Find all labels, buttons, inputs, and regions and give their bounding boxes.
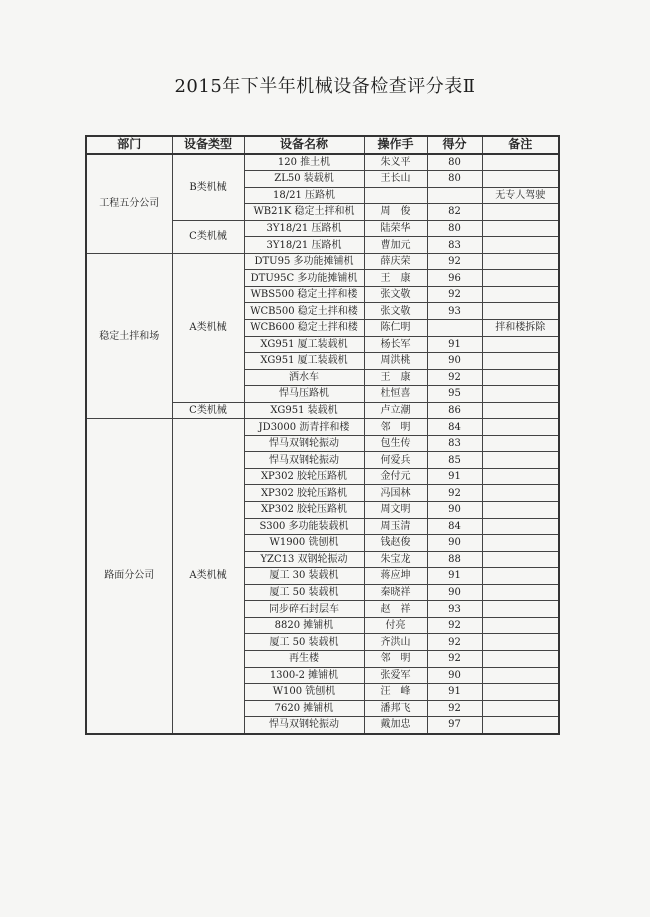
operator-cell: 齐洪山 (364, 634, 427, 651)
operator-cell: 戴加忠 (364, 717, 427, 734)
score-cell: 82 (427, 204, 482, 221)
operator-cell: 王 康 (364, 369, 427, 386)
page-title: 2015年下半年机械设备检查评分表Ⅱ (174, 76, 476, 97)
note-cell (482, 684, 559, 701)
score-cell: 92 (427, 700, 482, 717)
note-cell (482, 237, 559, 254)
score-cell: 86 (427, 402, 482, 419)
equipment-name-cell: 1300-2 摊铺机 (244, 667, 364, 684)
score-cell: 92 (427, 485, 482, 502)
note-cell (482, 419, 559, 436)
note-cell (482, 634, 559, 651)
score-cell: 95 (427, 386, 482, 403)
equipment-name-cell: XP302 胶轮压路机 (244, 502, 364, 519)
table-row (86, 419, 559, 436)
operator-cell: 周玉清 (364, 518, 427, 535)
equipment-name-cell: 厦工 50 装载机 (244, 584, 364, 601)
note-cell (482, 154, 559, 171)
score-cell: 93 (427, 601, 482, 618)
equipment-name-cell: ZL50 装载机 (244, 171, 364, 188)
header-dept: 部门 (86, 136, 172, 154)
equipment-name-cell: XG951 厦工装载机 (244, 336, 364, 353)
operator-cell: 王 康 (364, 270, 427, 287)
score-cell: 91 (427, 468, 482, 485)
equipment-name-cell: 悍马双钢轮振动 (244, 435, 364, 452)
operator-cell: 王长山 (364, 171, 427, 188)
note-cell (482, 667, 559, 684)
operator-cell: 陈仁明 (364, 320, 427, 337)
equipment-name-cell: 厦工 50 装载机 (244, 634, 364, 651)
note-cell (482, 551, 559, 568)
operator-cell: 汪 峰 (364, 684, 427, 701)
operator-cell: 何爱兵 (364, 452, 427, 469)
equipment-name-cell: 悍马双钢轮振动 (244, 452, 364, 469)
note-cell (482, 270, 559, 287)
score-cell: 80 (427, 154, 482, 171)
equipment-score-table (85, 135, 560, 735)
equipment-name-cell: DTU95C 多功能摊铺机 (244, 270, 364, 287)
score-cell: 88 (427, 551, 482, 568)
operator-cell: 杜恒喜 (364, 386, 427, 403)
note-cell (482, 535, 559, 552)
equipment-name-cell: S300 多功能装载机 (244, 518, 364, 535)
operator-cell: 邻 明 (364, 650, 427, 667)
equipment-name-cell: WB21K 稳定土拌和机 (244, 204, 364, 221)
equipment-name-cell: XG951 厦工装载机 (244, 353, 364, 370)
score-cell: 92 (427, 617, 482, 634)
note-cell (482, 386, 559, 403)
equipment-name-cell: 悍马双钢轮振动 (244, 717, 364, 734)
equipment-name-cell: WBS500 稳定土拌和楼 (244, 286, 364, 303)
note-cell (482, 220, 559, 237)
note-cell (482, 204, 559, 221)
operator-cell: 陆荣华 (364, 220, 427, 237)
score-cell: 90 (427, 353, 482, 370)
note-cell (482, 518, 559, 535)
equipment-name-cell: 18/21 压路机 (244, 187, 364, 204)
operator-cell: 周洪桃 (364, 353, 427, 370)
score-cell: 84 (427, 518, 482, 535)
operator-cell: 朱义平 (364, 154, 427, 171)
header-note: 备注 (482, 136, 559, 154)
operator-cell: 曹加元 (364, 237, 427, 254)
category-cell: C类机械 (172, 220, 244, 253)
score-cell: 84 (427, 419, 482, 436)
score-cell: 92 (427, 253, 482, 270)
equipment-name-cell: 厦工 30 装载机 (244, 568, 364, 585)
category-cell: C类机械 (172, 402, 244, 419)
score-cell: 83 (427, 435, 482, 452)
operator-cell: 包生传 (364, 435, 427, 452)
category-cell: B类机械 (172, 154, 244, 221)
operator-cell: 秦晓祥 (364, 584, 427, 601)
score-cell: 96 (427, 270, 482, 287)
operator-cell: 卢立潮 (364, 402, 427, 419)
equipment-name-cell: YZC13 双钢轮振动 (244, 551, 364, 568)
score-cell: 80 (427, 220, 482, 237)
note-cell (482, 502, 559, 519)
score-cell: 93 (427, 303, 482, 320)
score-cell: 83 (427, 237, 482, 254)
equipment-name-cell: XP302 胶轮压路机 (244, 468, 364, 485)
note-cell (482, 402, 559, 419)
note-cell (482, 286, 559, 303)
operator-cell: 钱赵俊 (364, 535, 427, 552)
score-cell: 92 (427, 634, 482, 651)
score-cell: 91 (427, 684, 482, 701)
header-name: 设备名称 (244, 136, 364, 154)
note-cell (482, 601, 559, 618)
equipment-name-cell: 7620 摊铺机 (244, 700, 364, 717)
note-cell (482, 485, 559, 502)
equipment-name-cell: DTU95 多功能摊铺机 (244, 253, 364, 270)
equipment-name-cell: 悍马压路机 (244, 386, 364, 403)
score-cell: 90 (427, 502, 482, 519)
note-cell (482, 717, 559, 734)
category-cell: A类机械 (172, 419, 244, 734)
operator-cell: 张爱军 (364, 667, 427, 684)
operator-cell: 杨长军 (364, 336, 427, 353)
score-cell: 91 (427, 336, 482, 353)
note-cell (482, 452, 559, 469)
operator-cell: 周 俊 (364, 204, 427, 221)
score-cell: 91 (427, 568, 482, 585)
note-cell (482, 700, 559, 717)
table-row (86, 154, 559, 171)
equipment-name-cell: JD3000 沥青拌和楼 (244, 419, 364, 436)
score-cell: 92 (427, 286, 482, 303)
score-cell: 92 (427, 369, 482, 386)
operator-cell: 张文敬 (364, 303, 427, 320)
operator-cell: 朱宝龙 (364, 551, 427, 568)
equipment-name-cell: W100 铣刨机 (244, 684, 364, 701)
header-score: 得分 (427, 136, 482, 154)
table-body (86, 154, 559, 734)
note-cell (482, 468, 559, 485)
equipment-name-cell: 再生楼 (244, 650, 364, 667)
equipment-name-cell: 120 推土机 (244, 154, 364, 171)
note-cell (482, 568, 559, 585)
note-cell (482, 353, 559, 370)
note-cell (482, 650, 559, 667)
operator-cell: 蒋应坤 (364, 568, 427, 585)
header-operator: 操作手 (364, 136, 427, 154)
score-cell: 80 (427, 171, 482, 188)
operator-cell: 赵 祥 (364, 601, 427, 618)
equipment-name-cell: 8820 摊铺机 (244, 617, 364, 634)
note-cell (482, 171, 559, 188)
operator-cell: 付亮 (364, 617, 427, 634)
table-header (86, 136, 559, 154)
equipment-name-cell: W1900 铣刨机 (244, 535, 364, 552)
operator-cell: 冯国林 (364, 485, 427, 502)
score-cell: 85 (427, 452, 482, 469)
note-cell (482, 253, 559, 270)
score-cell: 90 (427, 667, 482, 684)
operator-cell: 周文明 (364, 502, 427, 519)
operator-cell (364, 187, 427, 204)
equipment-name-cell: 3Y18/21 压路机 (244, 220, 364, 237)
note-cell (482, 617, 559, 634)
score-cell: 97 (427, 717, 482, 734)
score-cell (427, 187, 482, 204)
equipment-name-cell: 3Y18/21 压路机 (244, 237, 364, 254)
note-cell (482, 584, 559, 601)
operator-cell: 张文敬 (364, 286, 427, 303)
equipment-name-cell: WCB500 稳定土拌和楼 (244, 303, 364, 320)
note-cell (482, 369, 559, 386)
note-cell (482, 435, 559, 452)
score-cell: 92 (427, 650, 482, 667)
note-cell: 拌和楼拆除 (482, 320, 559, 337)
operator-cell: 金付元 (364, 468, 427, 485)
note-cell (482, 303, 559, 320)
equipment-name-cell: XP302 胶轮压路机 (244, 485, 364, 502)
dept-cell: 稳定土拌和场 (86, 253, 172, 418)
operator-cell: 邻 明 (364, 419, 427, 436)
operator-cell: 潘邦飞 (364, 700, 427, 717)
equipment-name-cell: 洒水车 (244, 369, 364, 386)
score-cell (427, 320, 482, 337)
operator-cell: 薛庆荣 (364, 253, 427, 270)
dept-cell: 工程五分公司 (86, 154, 172, 254)
equipment-name-cell: 同步碎石封层车 (244, 601, 364, 618)
score-cell: 90 (427, 535, 482, 552)
header-row (86, 136, 559, 154)
header-type: 设备类型 (172, 136, 244, 154)
dept-cell: 路面分公司 (86, 419, 172, 734)
equipment-name-cell: XG951 装载机 (244, 402, 364, 419)
category-cell: A类机械 (172, 253, 244, 402)
score-cell: 90 (427, 584, 482, 601)
note-cell: 无专人驾驶 (482, 187, 559, 204)
note-cell (482, 336, 559, 353)
table-row (86, 253, 559, 270)
equipment-name-cell: WCB600 稳定土拌和楼 (244, 320, 364, 337)
